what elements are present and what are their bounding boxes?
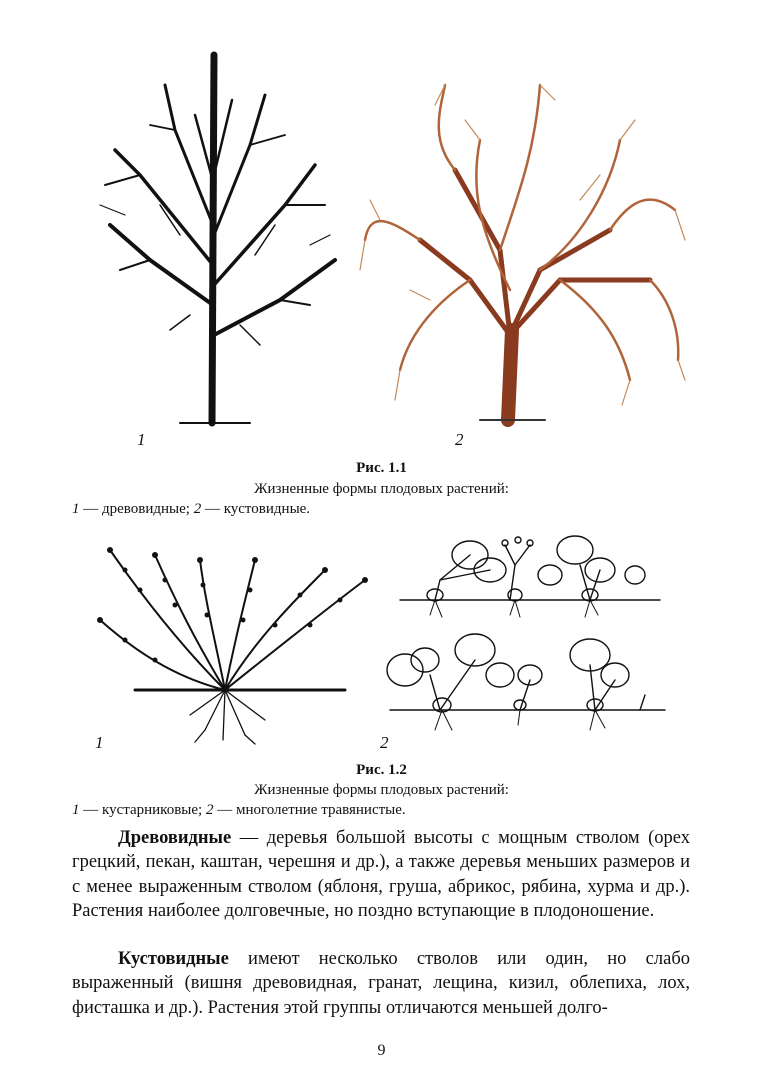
term-trees: Древовидные bbox=[118, 828, 232, 848]
figure-2-label-1: 1 bbox=[95, 733, 104, 752]
figure-1-legend bbox=[72, 501, 310, 518]
figure-1-legend-num-2: 2 bbox=[193, 501, 202, 517]
figure-2-title: Рис. 1.2 bbox=[356, 762, 407, 778]
paragraph-trees-text: — деревья большой высоты с мощным стволом (орех грецкий, пекан, каштан, черешня и др.), а также деревья меньших размеров и с менее выраженным стволом (яблоня, груша, абрикос, рябина, хурма и др.). Растения наиболее долговечные, но поздно вступающие в плодоношение. bbox=[72, 828, 690, 921]
page-number: 9 bbox=[377, 1042, 386, 1059]
figure-1-legend-text-1: — древовидные; bbox=[79, 501, 194, 517]
figure-2-legend bbox=[72, 802, 406, 819]
figure-1-legend-num-1: 1 bbox=[72, 501, 80, 517]
figure-2-legend-num-2: 2 bbox=[205, 802, 214, 818]
figure-1-label-2: 2 bbox=[455, 430, 464, 449]
figure-2-subtitle: Жизненные формы плодовых растений: bbox=[254, 782, 509, 798]
tree-illustration-1 bbox=[80, 55, 345, 430]
paragraph-shrubs-text: имеют несколько стволов или один, но слабо выраженный (вишня древовидная, гранат, лещина, кизил, облепиха, лох, фисташка и др.). Растения этой группы отличаются меньшей долго- bbox=[72, 949, 690, 1018]
strawberry-illustration bbox=[380, 525, 670, 740]
figure-1-title: Рис. 1.1 bbox=[356, 460, 407, 476]
figure-1-subtitle: Жизненные формы плодовых растений: bbox=[254, 481, 509, 497]
tree-illustration-2 bbox=[360, 80, 690, 425]
shrub-illustration bbox=[95, 540, 375, 745]
figure-2-label-2: 2 bbox=[380, 733, 389, 752]
paragraph-trees bbox=[72, 826, 690, 923]
figure-2-legend-text-2: — многолетние травянистые. bbox=[213, 802, 406, 818]
figure-1-legend-text-2: — кустовидные. bbox=[201, 501, 311, 517]
figure-2-legend-text-1: — кустарниковые; bbox=[79, 802, 206, 818]
figure-2-legend-num-1: 1 bbox=[72, 802, 80, 818]
paragraph-shrubs bbox=[72, 947, 690, 1020]
figure-1-label-1: 1 bbox=[137, 430, 146, 449]
term-shrubs: Кустовидные bbox=[118, 949, 229, 969]
